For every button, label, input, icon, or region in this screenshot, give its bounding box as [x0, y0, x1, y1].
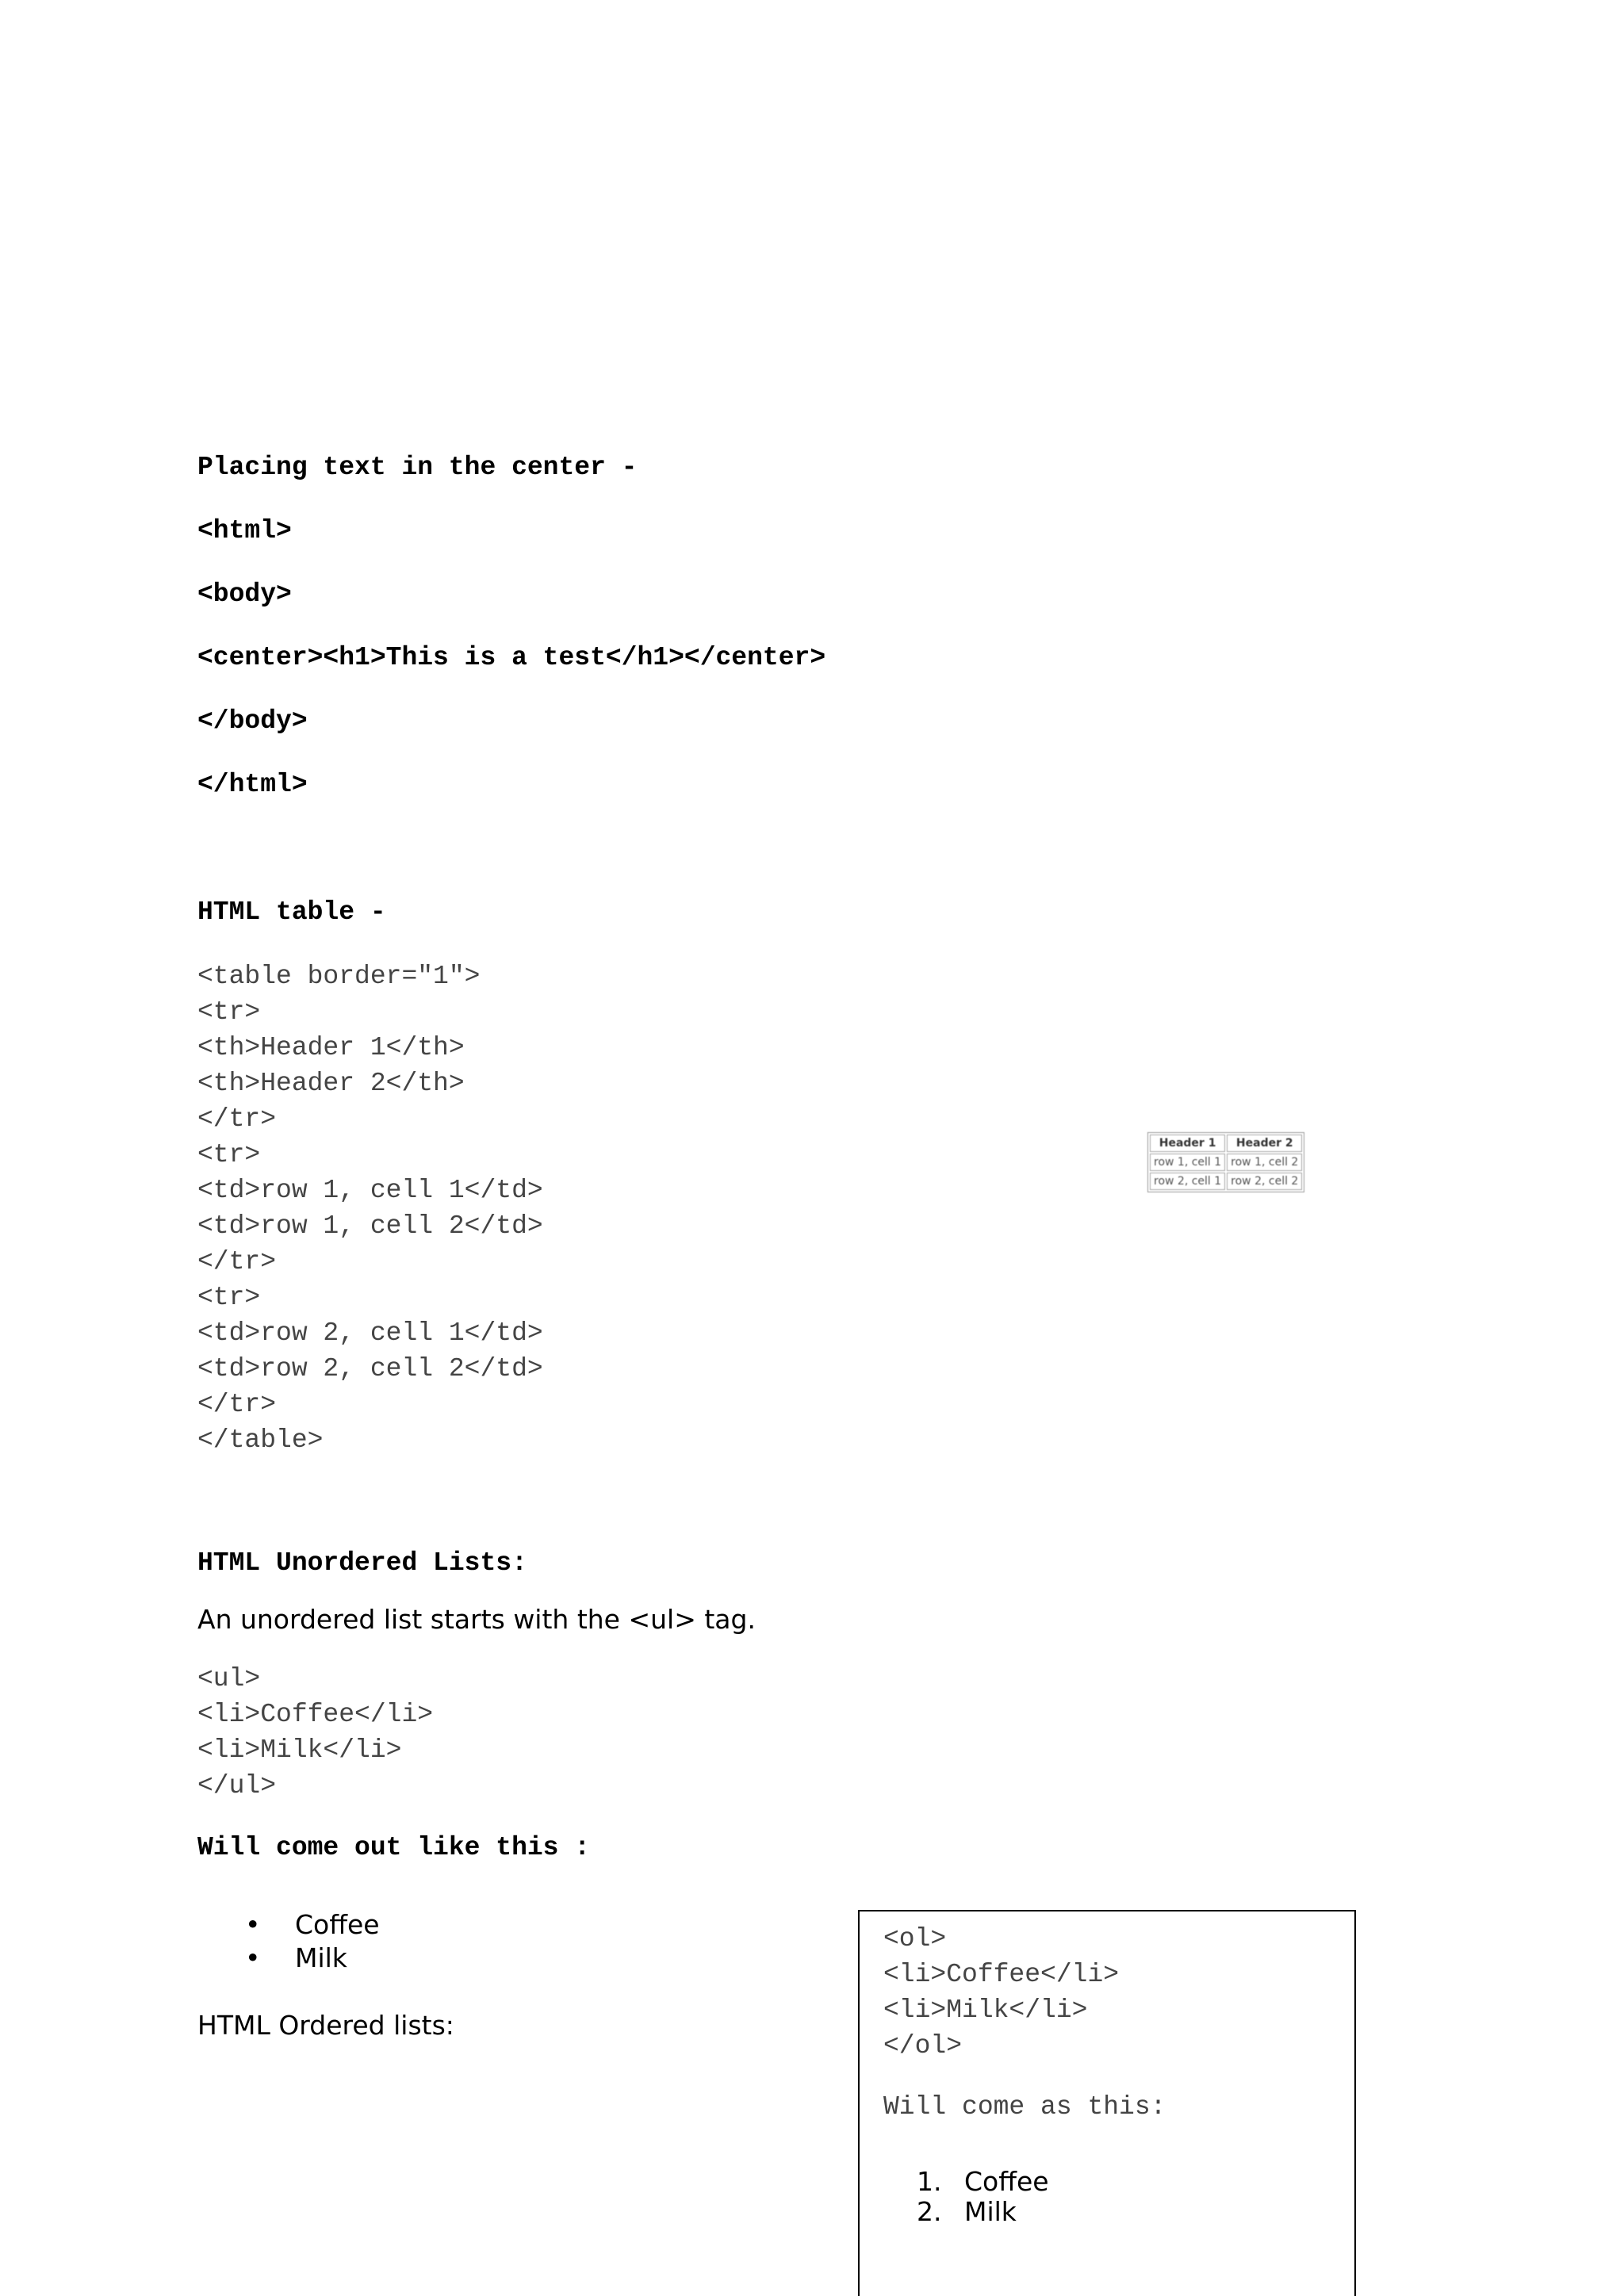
table-header-cell: Header 2 [1227, 1135, 1302, 1152]
bullet-list [197, 1908, 380, 1975]
list-item: • Milk [197, 1942, 380, 1975]
code-line: <th>Header 2</th> [197, 1069, 465, 1098]
code-line: </ol> [883, 2031, 963, 2061]
code-line: </table> [197, 1425, 324, 1455]
list-item [917, 2167, 1049, 2197]
table-code-block [197, 959, 543, 1458]
code-line: <li>Coffee</li> [197, 1700, 434, 1729]
rendered-table-preview [1147, 1132, 1304, 1192]
list-item: • Coffee [197, 1908, 380, 1942]
center-section-heading: Placing text in the center - [197, 453, 638, 482]
ordered-result-text: Will come as this: [883, 2092, 1166, 2122]
code-line: </tr> [197, 1390, 277, 1419]
code-line: </ul> [197, 1771, 277, 1800]
code-line: <td>row 1, cell 2</td> [197, 1211, 543, 1241]
code-line: <table border="1"> [197, 962, 481, 991]
code-line: </tr> [197, 1104, 277, 1134]
code-line: <tr> [197, 1283, 261, 1312]
code-line: <ul> [197, 1664, 261, 1693]
code-line: <ol> [883, 1924, 947, 1954]
table-row [1150, 1154, 1302, 1171]
list-number: 2. [917, 2196, 942, 2227]
code-line: <td>row 1, cell 1</td> [197, 1176, 543, 1205]
list-item-text: Coffee [964, 2166, 1049, 2197]
ordered-list-example-box [858, 1910, 1356, 2296]
table-section-heading: HTML table - [197, 897, 386, 927]
code-line-center: <center><h1>This is a test</h1></center> [197, 643, 826, 672]
table-cell: row 2, cell 2 [1227, 1173, 1302, 1190]
unordered-intro-text: An unordered list starts with the <ul> tag. [197, 1604, 756, 1635]
list-number: 1. [917, 2166, 942, 2197]
unordered-section-heading: HTML Unordered Lists: [197, 1548, 527, 1578]
code-line: <th>Header 1</th> [197, 1033, 465, 1062]
code-line-html-close: </html> [197, 770, 308, 799]
table-cell: row 1, cell 2 [1227, 1154, 1302, 1171]
numbered-list [917, 2167, 1049, 2227]
list-item [917, 2197, 1049, 2227]
code-line: <td>row 2, cell 1</td> [197, 1318, 543, 1348]
table-row [1150, 1173, 1302, 1190]
code-line: <tr> [197, 997, 261, 1027]
table-cell: row 2, cell 1 [1150, 1173, 1225, 1190]
table-cell: row 1, cell 1 [1150, 1154, 1225, 1171]
code-line: <li>Milk</li> [883, 1996, 1088, 2025]
unordered-result-heading: Will come out like this : [197, 1833, 591, 1862]
code-line: <td>row 2, cell 2</td> [197, 1354, 543, 1383]
code-line: <tr> [197, 1140, 261, 1169]
code-line: <li>Coffee</li> [883, 1960, 1120, 1989]
list-item-text: Milk [964, 2196, 1017, 2227]
code-line-html-open: <html> [197, 516, 292, 545]
code-line-body-open: <body> [197, 580, 292, 609]
code-line: <li>Milk</li> [197, 1735, 402, 1765]
table-header-row [1150, 1135, 1302, 1152]
ordered-section-label: HTML Ordered lists: [197, 2010, 454, 2041]
ul-code-block [197, 1661, 433, 1804]
table-header-cell: Header 1 [1150, 1135, 1225, 1152]
code-line: </tr> [197, 1247, 277, 1276]
code-line-body-close: </body> [197, 706, 308, 736]
ol-code-block [883, 1921, 1119, 2064]
